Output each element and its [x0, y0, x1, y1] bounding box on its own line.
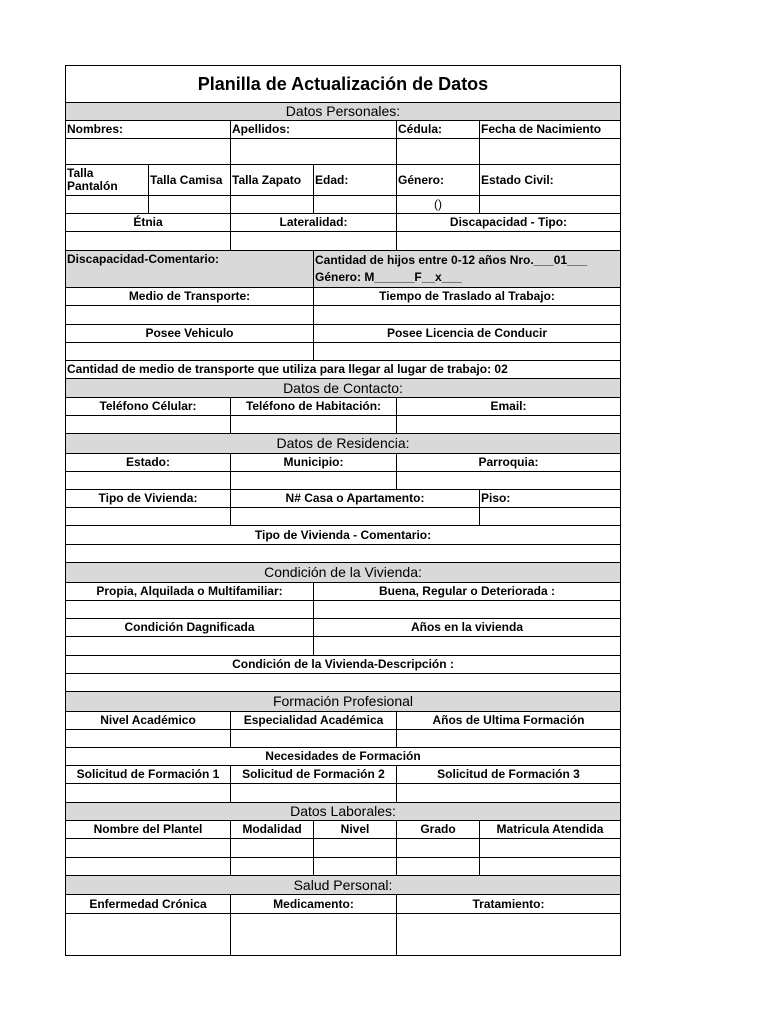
field-anos-ultima-formacion[interactable]: [397, 730, 620, 748]
label-dagnificada: Condición Dagnificada: [66, 619, 314, 637]
field-estado[interactable]: [66, 472, 231, 490]
label-edad: Edad:: [314, 165, 397, 196]
label-anos-vivienda: Años en la vivienda: [314, 619, 620, 637]
label-piso: Piso:: [480, 490, 620, 508]
label-tratamiento: Tratamiento:: [397, 895, 620, 914]
field-etnia[interactable]: [66, 232, 231, 251]
field-cedula[interactable]: [397, 139, 480, 165]
form-sheet: [65, 65, 621, 956]
label-especialidad: Especialidad Académica: [231, 712, 397, 730]
field-fecha-nacimiento[interactable]: [480, 139, 620, 165]
label-estado: Estado:: [66, 454, 231, 472]
field-tel-celular[interactable]: [66, 416, 231, 434]
label-apellidos: Apellidos:: [231, 121, 397, 139]
field-posee-licencia[interactable]: [314, 343, 620, 361]
label-hijos-cantidad: Cantidad de hijos entre 0-12 años Nro.___01___: [315, 253, 588, 267]
label-lateralidad: Lateralidad:: [231, 214, 397, 232]
field-buena[interactable]: [314, 601, 620, 619]
field-casa-apto[interactable]: [231, 508, 480, 526]
field-discapacidad-tipo[interactable]: [397, 232, 620, 251]
field-email[interactable]: [397, 416, 620, 434]
field-solicitud-1[interactable]: [66, 784, 231, 803]
label-enfermedad: Enfermedad Crónica: [66, 895, 231, 914]
label-matricula: Matricula Atendida: [480, 821, 620, 839]
label-modalidad: Modalidad: [231, 821, 314, 839]
field-estado-civil[interactable]: [480, 196, 620, 214]
section-header-condicion: Condición de la Vivienda:: [66, 563, 620, 583]
label-condicion-descripcion: Condición de la Vivienda-Descripción :: [66, 656, 620, 674]
field-municipio[interactable]: [231, 472, 397, 490]
label-cedula: Cédula:: [397, 121, 480, 139]
field-parroquia[interactable]: [397, 472, 620, 490]
label-buena: Buena, Regular o Deteriorada :: [314, 583, 620, 601]
field-nivel-1[interactable]: [314, 839, 397, 858]
field-tipo-vivienda-comentario[interactable]: [66, 545, 620, 563]
field-propia[interactable]: [66, 601, 314, 619]
label-medio-transporte: Medio de Transporte:: [66, 288, 314, 306]
field-plantel-2[interactable]: [66, 858, 231, 876]
label-solicitud-3: Solicitud de Formación 3: [397, 766, 620, 784]
field-matricula-1[interactable]: [480, 839, 620, 858]
field-modalidad-2[interactable]: [231, 858, 314, 876]
label-hijos-genero: Género: M______F__x___: [315, 270, 462, 284]
label-parroquia: Parroquia:: [397, 454, 620, 472]
field-talla-zapato[interactable]: [231, 196, 314, 214]
label-email: Email:: [397, 398, 620, 416]
label-anos-ultima-formacion: Años de Ultima Formación: [397, 712, 620, 730]
label-casa-apto: N# Casa o Apartamento:: [231, 490, 480, 508]
label-solicitud-1: Solicitud de Formación 1: [66, 766, 231, 784]
field-medio-transporte[interactable]: [66, 306, 314, 325]
section-header-salud: Salud Personal:: [66, 876, 620, 895]
field-edad[interactable]: [314, 196, 397, 214]
field-piso[interactable]: [480, 508, 620, 526]
field-tratamiento[interactable]: [397, 914, 620, 955]
field-grado-1[interactable]: [397, 839, 480, 858]
field-nivel-academico[interactable]: [66, 730, 231, 748]
field-nivel-2[interactable]: [314, 858, 397, 876]
field-tel-habitacion[interactable]: [231, 416, 397, 434]
field-tipo-vivienda[interactable]: [66, 508, 231, 526]
label-discapacidad-comentario: Discapacidad-Comentario:: [66, 251, 314, 288]
field-anos-vivienda[interactable]: [314, 637, 620, 656]
field-matricula-2[interactable]: [480, 858, 620, 876]
label-talla-camisa: Talla Camisa: [149, 165, 231, 196]
field-talla-camisa[interactable]: [149, 196, 231, 214]
label-nombres: Nombres:: [66, 121, 231, 139]
label-solicitud-2: Solicitud de Formación 2: [231, 766, 397, 784]
label-tipo-vivienda-comentario: Tipo de Vivienda - Comentario:: [66, 526, 620, 545]
field-grado-2[interactable]: [397, 858, 480, 876]
label-tel-habitacion: Teléfono de Habitación:: [231, 398, 397, 416]
section-header-personales: Datos Personales:: [66, 103, 620, 121]
field-dagnificada[interactable]: [66, 637, 314, 656]
field-plantel-1[interactable]: [66, 839, 231, 858]
label-etnia: Étnia: [66, 214, 231, 232]
field-solicitud-3[interactable]: [397, 784, 620, 803]
section-header-formacion: Formación Profesional: [66, 692, 620, 712]
section-header-laborales: Datos Laborales:: [66, 803, 620, 821]
field-solicitud-2[interactable]: [231, 784, 397, 803]
page-title: Planilla de Actualización de Datos: [66, 66, 620, 103]
field-nombres[interactable]: [66, 139, 231, 165]
field-tiempo-traslado[interactable]: [314, 306, 620, 325]
field-modalidad-1[interactable]: [231, 839, 314, 858]
label-talla-zapato: Talla Zapato: [231, 165, 314, 196]
label-tiempo-traslado: Tiempo de Traslado al Trabajo:: [314, 288, 620, 306]
field-lateralidad[interactable]: [231, 232, 397, 251]
field-condicion-descripcion[interactable]: [66, 674, 620, 692]
label-necesidades-formacion: Necesidades de Formación: [66, 748, 620, 766]
field-posee-vehiculo[interactable]: [66, 343, 314, 361]
field-apellidos[interactable]: [231, 139, 397, 165]
label-talla-pantalon: Talla Pantalón: [66, 165, 149, 196]
field-enfermedad[interactable]: [66, 914, 231, 955]
label-propia: Propia, Alquilada o Multifamiliar:: [66, 583, 314, 601]
label-tipo-vivienda: Tipo de Vivienda:: [66, 490, 231, 508]
label-estado-civil: Estado Civil:: [480, 165, 620, 196]
label-fecha-nacimiento: Fecha de Nacimiento: [480, 121, 620, 139]
label-posee-vehiculo: Posee Vehiculo: [66, 325, 314, 343]
field-especialidad[interactable]: [231, 730, 397, 748]
hijos-block: [314, 251, 620, 288]
label-medicamento: Medicamento:: [231, 895, 397, 914]
field-talla-pantalon[interactable]: [66, 196, 149, 214]
label-grado: Grado: [397, 821, 480, 839]
label-posee-licencia: Posee Licencia de Conducir: [314, 325, 620, 343]
label-plantel: Nombre del Plantel: [66, 821, 231, 839]
field-medicamento[interactable]: [231, 914, 397, 955]
field-genero[interactable]: (): [397, 196, 480, 214]
label-nivel-academico: Nivel Académico: [66, 712, 231, 730]
label-cantidad-medio: Cantidad de medio de transporte que utiliza para llegar al lugar de trabajo: 02: [66, 361, 620, 379]
label-nivel: Nivel: [314, 821, 397, 839]
label-tel-celular: Teléfono Célular:: [66, 398, 231, 416]
section-header-contacto: Datos de Contacto:: [66, 379, 620, 398]
section-header-residencia: Datos de Residencia:: [66, 434, 620, 454]
label-municipio: Municipio:: [231, 454, 397, 472]
label-genero: Género:: [397, 165, 480, 196]
label-discapacidad-tipo: Discapacidad - Tipo:: [397, 214, 620, 232]
